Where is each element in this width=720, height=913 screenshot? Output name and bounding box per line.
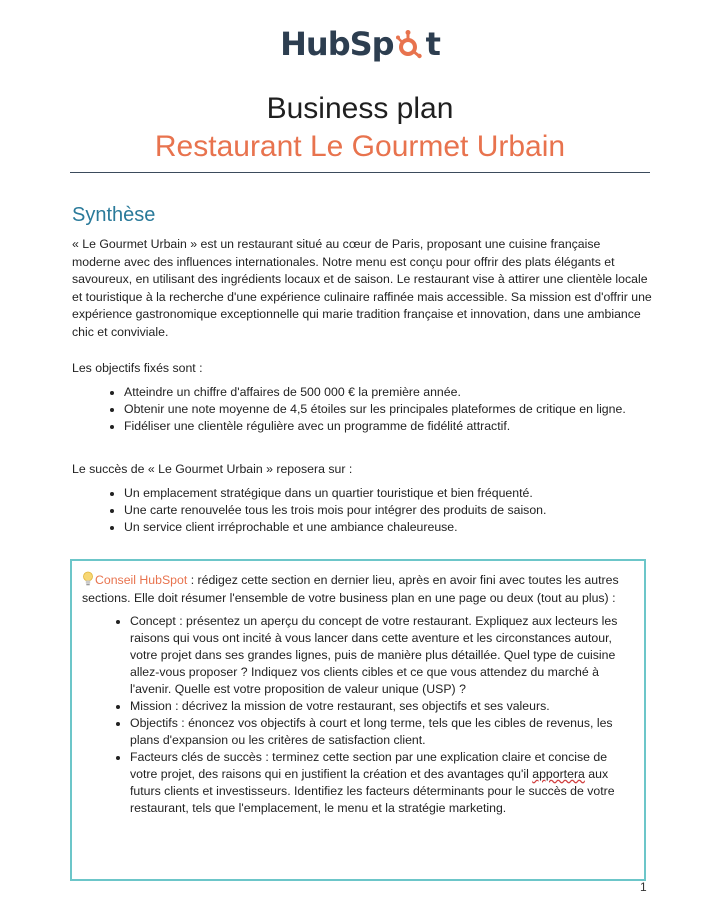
list-item: • Un service client irréprochable et une ambiance chaleureuse. (124, 519, 676, 536)
intro-paragraph: « Le Gourmet Urbain » est un restaurant situé au cœur de Paris, proposant une cuisine française moderne avec des influences internationales. Notre menu est conçu pour offrir des plats élégants et savoureux, en utilisant des ingrédients locaux et de saison. Le restaurant vise à attirer une clientèle locale et touristique à la recherche d'une expérience culinaire raffinée mais accessible. Sa mission est d'offrir une expérience gastronomique exceptionnelle qui marie tradition française et innovation, dans une ambiance chic et conviviale. (72, 237, 652, 339)
list-item: • Une carte renouvelée tous les trois mois pour intégrer des produits de saison. (124, 502, 676, 519)
tip-list (82, 613, 632, 817)
spellcheck-flagged-word: apportera (532, 767, 585, 781)
hubspot-sprocket-icon (395, 29, 425, 59)
list-item (130, 749, 632, 817)
list-item: • Mission : décrivez la mission de votre restaurant, ses objectifs et ses valeurs. (130, 698, 632, 715)
page-number: 1 (640, 880, 647, 894)
success-label: Le succès de « Le Gourmet Urbain » reposera sur : (72, 462, 353, 476)
title-divider (70, 172, 650, 173)
tip-intro (82, 571, 632, 607)
list-item: • Concept : présentez un aperçu du concept de votre restaurant. Expliquez aux lecteurs les raisons qui vous ont incité à vous lancer dans cette aventure et les circonstances autour, votre projet dans ses grandes lignes, puis de manière plus détaillée. Quel type de cuisine allez-vous proposer ? Indiquez vos clients cibles et ce que vous attendez du marché à l'avenir. Quelle est votre proposition de valeur unique (USP) ? (130, 613, 632, 698)
list-item: • Atteindre un chiffre d'affaires de 500 000 € la première année. (124, 384, 676, 401)
tip-label: Conseil HubSpot (95, 573, 188, 587)
hubspot-logo (0, 22, 720, 66)
list-item: • Fidéliser une clientèle régulière avec un programme de fidélité attractif. (124, 418, 676, 435)
tip-content (82, 571, 632, 817)
logo-text-after: t (425, 25, 440, 63)
logo-wordmark (280, 25, 440, 63)
list-item: • Un emplacement stratégique dans un quartier touristique et bien fréquenté. (124, 485, 676, 502)
document-title: Business plan (266, 92, 454, 125)
logo-text-before: HubSp (280, 25, 394, 63)
section-heading: Synthèse (72, 204, 156, 226)
list-item: • Obtenir une note moyenne de 4,5 étoiles sur les principales plateformes de critique en ligne. (124, 401, 676, 418)
objectives-list (96, 384, 676, 435)
document-subtitle: Restaurant Le Gourmet Urbain (154, 130, 566, 163)
last-item-text: Facteurs clés de succès : terminez cette section par une explication claire et concise de votre projet, des raisons qui en justifient la création et des avantages qu'il (130, 750, 608, 781)
list-item: • Objectifs : énoncez vos objectifs à court et long terme, tels que les cibles de revenus, les plans d'expansion ou les critères de satisfaction client. (130, 715, 632, 749)
tip-intro-text: : rédigez cette section en dernier lieu, après en avoir fini avec toutes les autres sections. Elle doit résumer l'ensemble de votre business plan en une page ou deux (tout au plus) : (82, 573, 619, 605)
hubspot-tip-box (70, 559, 646, 881)
success-list (96, 485, 676, 536)
objectives-label: Les objectifs fixés sont : (72, 361, 203, 375)
lightbulb-icon (82, 571, 94, 586)
last-item-text-end: aux futurs clients et investisseurs. Identifiez les facteurs déterminants pour le succès de votre restaurant, tels que l'emplacement, le menu et la stratégie marketing. (130, 767, 615, 815)
